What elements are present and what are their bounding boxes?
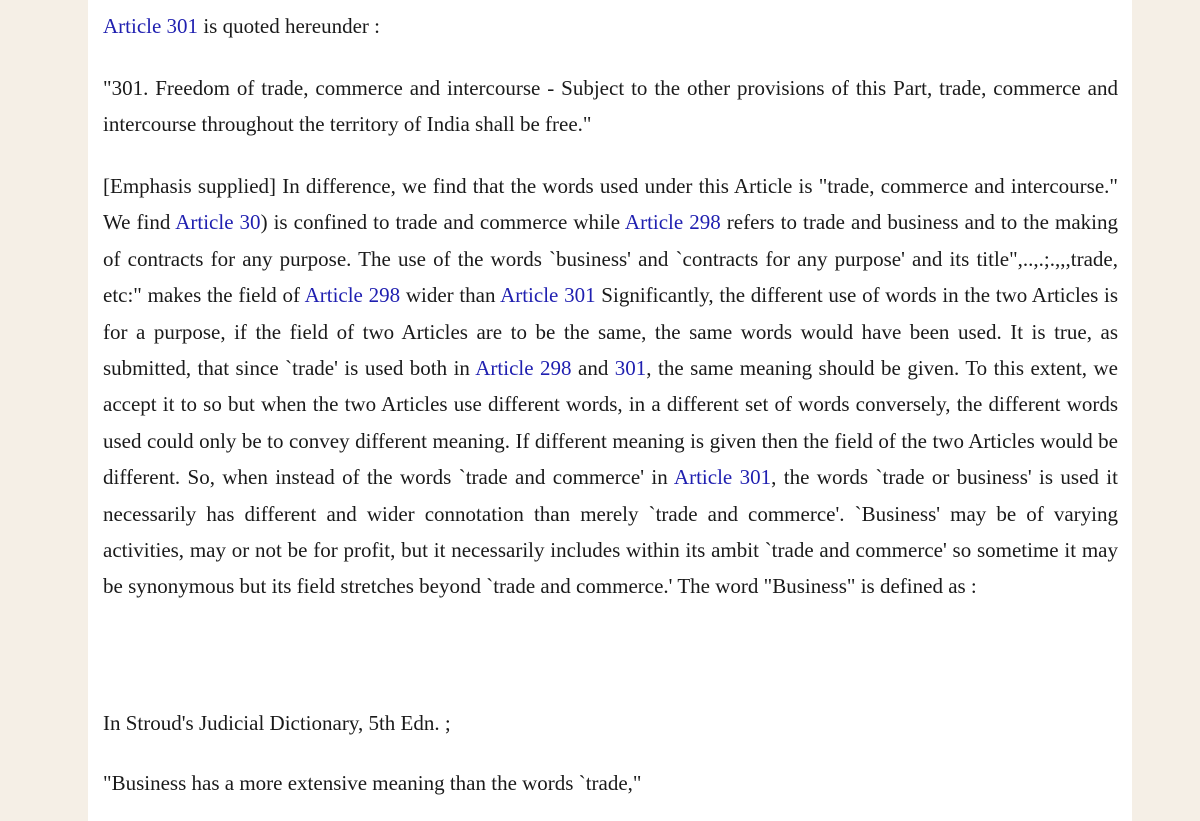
intro-paragraph: [103, 8, 1118, 44]
dictionary-reference: [103, 705, 1118, 741]
article-301-link[interactable]: Article 301: [500, 283, 596, 308]
intro-text: is quoted hereunder :: [198, 14, 381, 38]
article-298-link[interactable]: Article 298: [475, 356, 572, 381]
analysis-text: [Emphasis supplied] In difference, we find that the words used under this Article is "trade, commerce and intercourse." We find: [103, 174, 1118, 235]
article-301-link[interactable]: Article 301: [673, 465, 772, 490]
analysis-text: and: [571, 356, 615, 381]
definition-text: "Business has a more extensive meaning than the words `trade,": [103, 771, 642, 795]
article-298-link[interactable]: Article 298: [624, 210, 721, 235]
analysis-paragraph: [103, 168, 1118, 605]
dictionary-text: In Stroud's Judicial Dictionary, 5th Edn. ;: [103, 711, 451, 735]
analysis-text: ) is confined to trade and commerce while: [260, 210, 625, 235]
analysis-text: Significantly, the different use of words in the two Articles is for a purpose, if the field of two Articles are to be the same, the same words would have been used. It is true, as submitted, that since `trade' is used both in: [103, 283, 1119, 381]
analysis-text: refers to trade and business and to the making of contracts for any purpose. The use of the words `business' and `contracts for any purpose' and its title",..,.;.,,,trade, etc:" makes the field of: [103, 210, 1118, 308]
document-page: [88, 0, 1132, 821]
article-301-quote: [103, 70, 1118, 143]
analysis-text: , the same meaning should be given. To this extent, we accept it to so but when the two Articles use different words, in a different set of words conversely, the different words used could only be to convey different meaning. If different meaning is given then the field of the two Articles would be different. So, when instead of the words `trade and commerce' in: [103, 356, 1118, 490]
analysis-text: wider than: [400, 283, 501, 308]
article-30-link[interactable]: Article 30: [175, 210, 261, 235]
article-301-link[interactable]: Article 301: [103, 14, 199, 38]
analysis-text: , the words `trade or business' is used it necessarily has different and wider connotation than merely `trade and commerce'. `Business' may be of varying activities, may or not be for profit, but it necessarily includes within its ambit `trade and commerce' so sometime it may be synonymous but its field stretches beyond `trade and commerce.' The word "Business" is defined as :: [103, 465, 1118, 599]
article-298-link[interactable]: Article 298: [304, 283, 401, 308]
quote-text: "301. Freedom of trade, commerce and intercourse - Subject to the other provisions of this Part, trade, commerce and intercourse throughout the territory of India shall be free.": [103, 76, 1118, 137]
article-301-number-link[interactable]: 301: [614, 356, 647, 381]
business-definition-quote: [103, 765, 1118, 801]
